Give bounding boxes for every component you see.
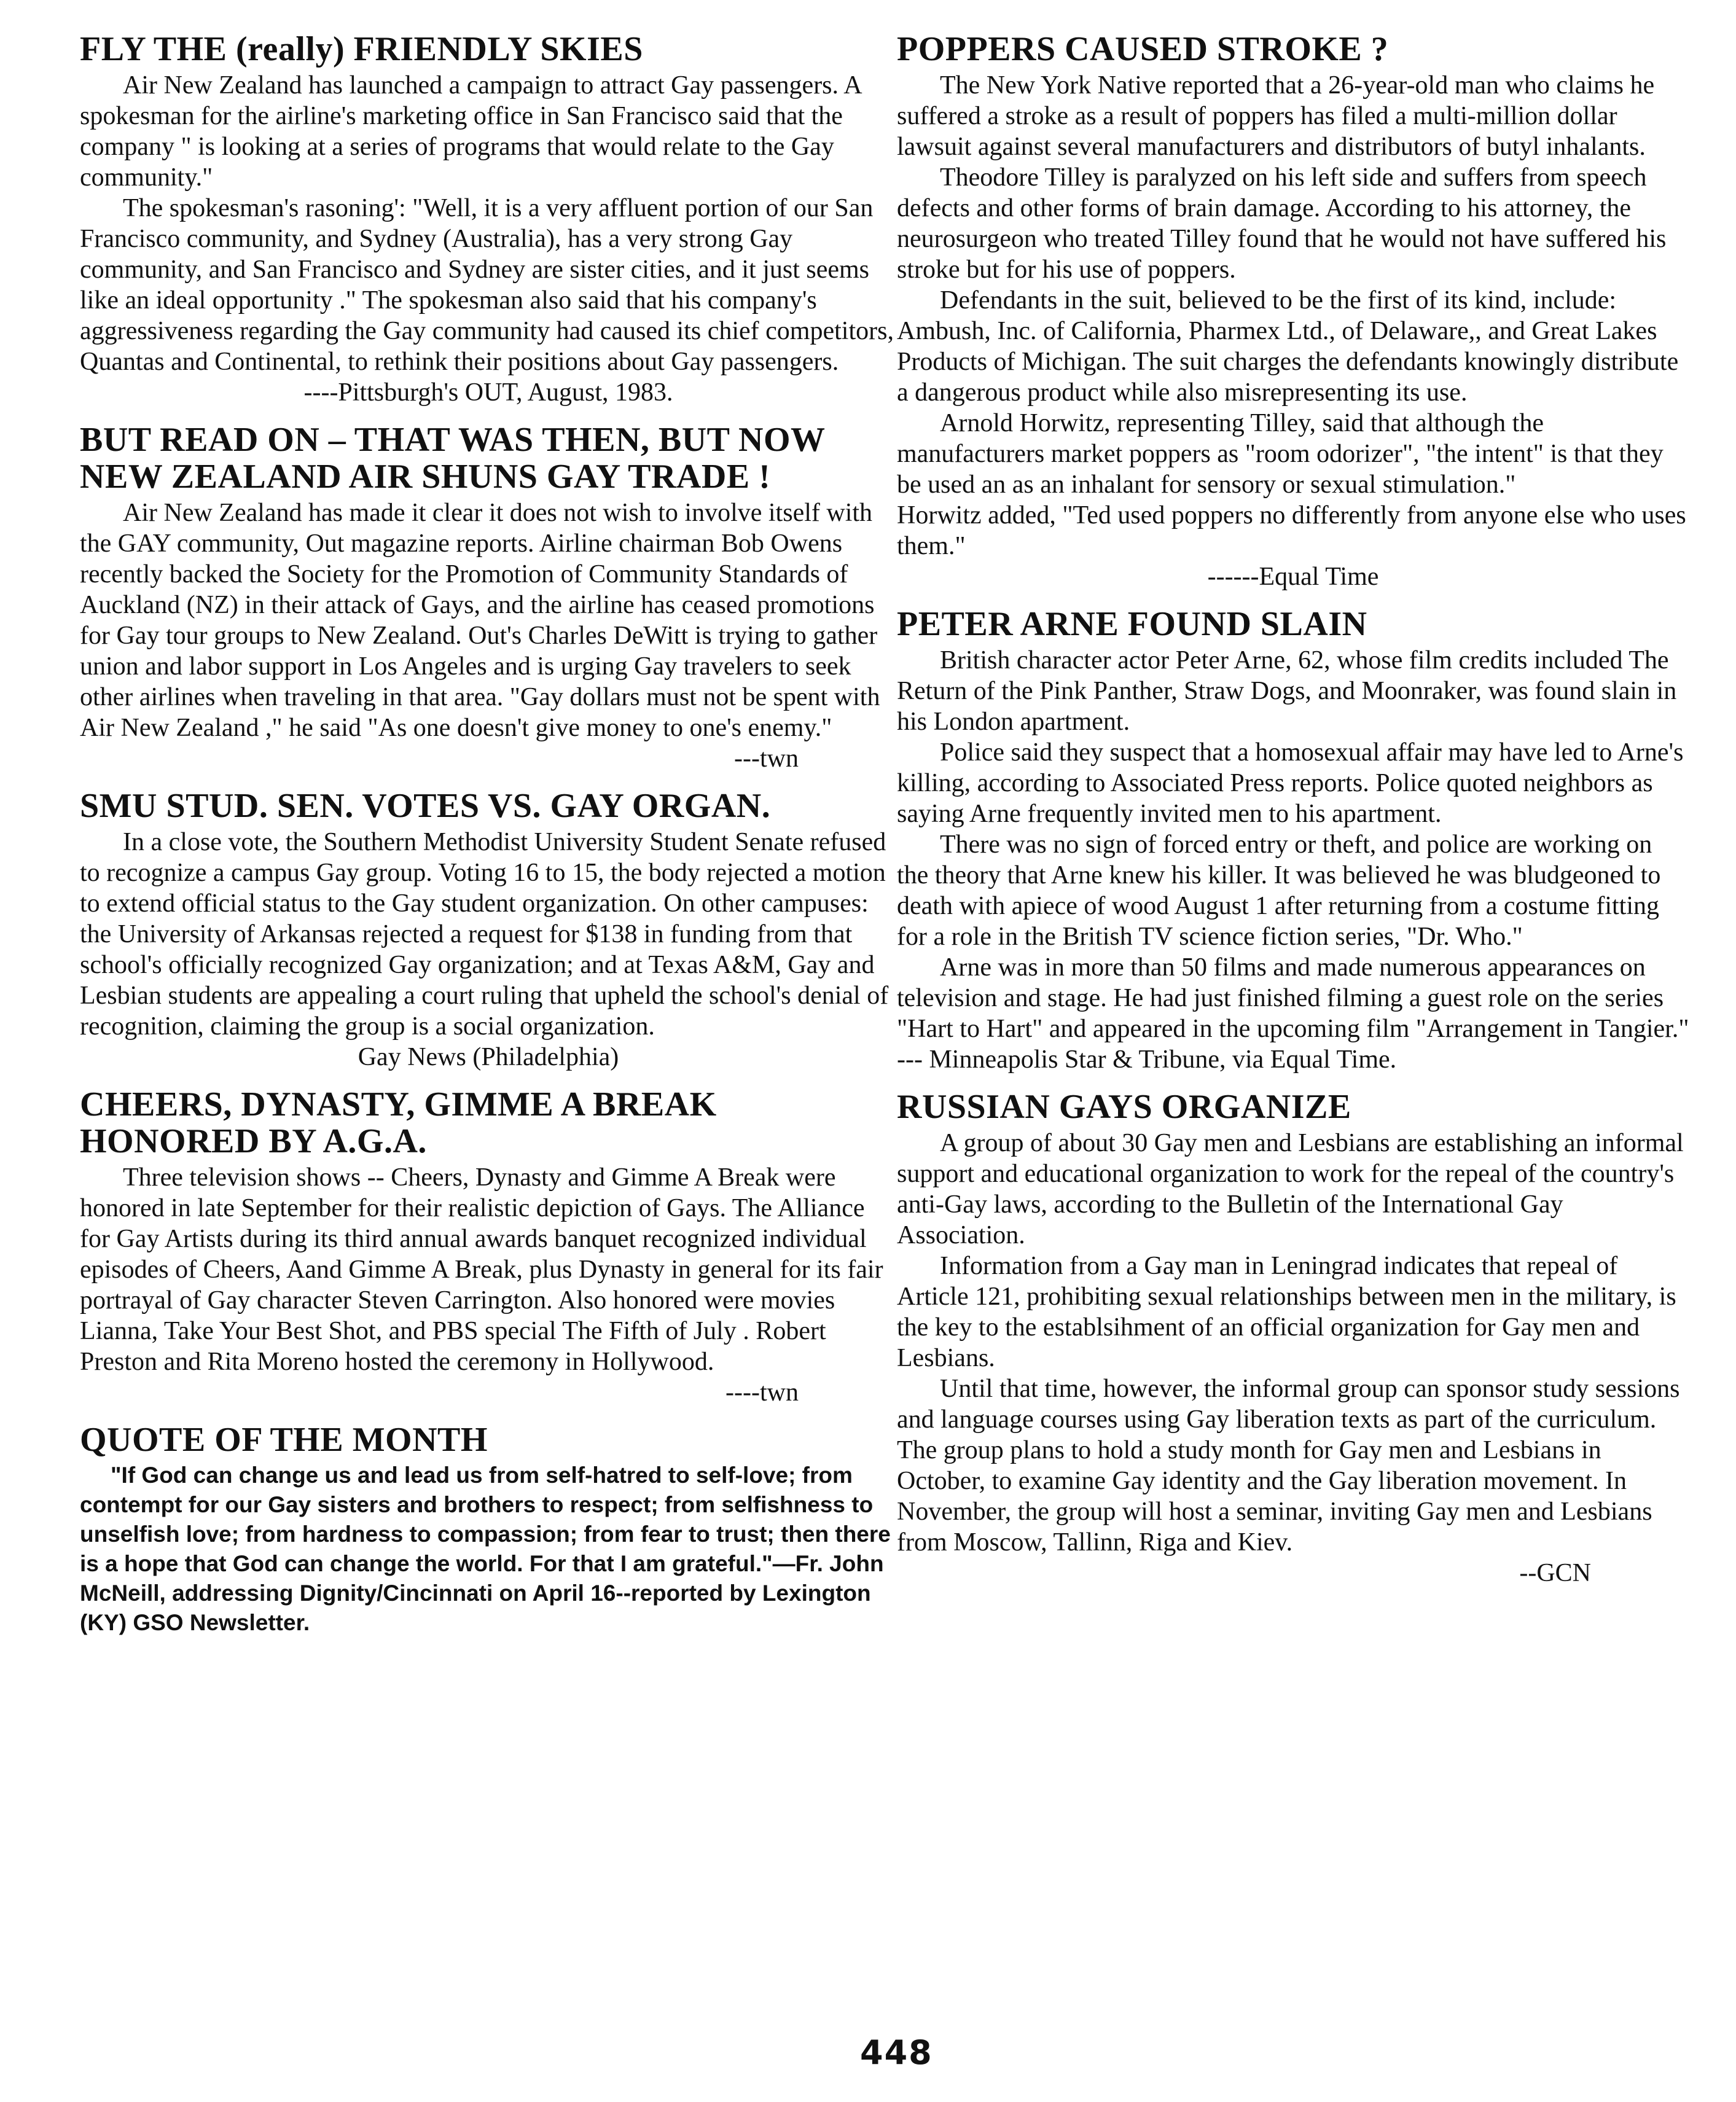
headline-peter-arne: PETER ARNE FOUND SLAIN [897,605,1367,643]
page-number: 448 [860,2033,933,2072]
headline-nz-air-shuns: BUT READ ON – THAT WAS THEN, BUT NOW NEW ZEALAND AIR SHUNS GAY TRADE ! [80,421,825,496]
paragraph: Information from a Gay man in Leningrad indicates that repeal of Article 121, prohibiting sexual relationships between men in the military, is the key to the establsihment of an official organization for Gay men and Lesbians. [897,1252,1676,1372]
article-nz-air-shuns [80,421,897,774]
paragraph: Three television shows -- Cheers, Dynasty and Gimme A Break were honored in late September for their realistic depiction of Gays. The Alliance for Gay Artists during its third annual awards banquet recognized individual episodes of Cheers, Aand Gimme A Break, plus Dynasty in general for its fair portrayal of Gay character Steven Carrington. Also honored were movies Lianna, Take Your Best Shot, and PBS special The Fifth of July . Robert Preston and Rita Moreno hosted the ceremony in Hollywood. [80,1163,883,1376]
paragraph: Arnold Horwitz, representing Tilley, said that although the manufacturers market poppers as "room odorizer", "the intent" is that they be used an as an inhalant for sensory or sexual stimulation." [897,409,1664,499]
headline-poppers-stroke: POPPERS CAUSED STROKE ? [897,30,1389,68]
paragraph: The New York Native reported that a 26-year-old man who claims he suffered a stroke as a result of poppers has filed a multi-million dollar lawsuit against several manufacturers and distributors of butyl inhalants. [897,71,1655,161]
paragraph: Horwitz added, "Ted used poppers no differently from anyone else who uses them." [897,501,1686,560]
source-credit: ----twn [725,1378,799,1407]
quote-text: "If God can change us and lead us from self-hatred to self-love; from contempt for our Gay sisters and brothers to respect; from selfishness to unselfish love; from hardness to compassion; from fear to trust; then there is a hope that God can change the world. For that I am grateful."—Fr. John McNeill, addressing Dignity/Cincinnati on April 16--reported by Lexington (KY) GSO Newsletter. [80,1463,891,1635]
article-aga-honors [80,1086,897,1408]
paragraph: The spokesman's rasoning': "Well, it is a very affluent portion of our San Francisco community, and Sydney (Australia), has a very strong Gay community, and San Francisco and Sydney are sister cities, and it just seems like an ideal opportunity ." The spokesman also said that his company's aggressiveness regarding the Gay community had caused its chief competitors, Quantas and Continental, to rethink their positions about Gay passengers. [80,194,894,376]
right-column [897,31,1689,1602]
paragraph: Police said they suspect that a homosexual affair may have led to Arne's killing, according to Associated Press reports. Police quoted neighbors as saying Arne frequently invited men to his apartment. [897,738,1684,828]
article-quote-of-month [80,1421,897,1638]
source-credit: --GCN [1519,1559,1591,1587]
article-peter-arne [897,606,1689,1075]
paragraph: A group of about 30 Gay men and Lesbians are establishing an informal support and educational organization to work for the repeal of the country's anti-Gay laws, according to the Bulletin of the International Gay Association. [897,1129,1684,1249]
article-russian-gays [897,1088,1689,1588]
source-credit: Gay News (Philadelphia) [358,1043,619,1071]
source-credit: --- Minneapolis Star & Tribune, via Equal Time. [897,1045,1397,1074]
paragraph: Defendants in the suit, believed to be the first of its kind, include: Ambush, Inc. of California, Pharmex Ltd., of Delaware,, and Great Lakes Products of Michigan. The suit charges the defendants knowingly distribute a dangerous product while also misrepresenting its use. [897,286,1679,407]
source-credit: ---twn [734,744,799,773]
paragraph: Air New Zealand has made it clear it does not wish to involve itself with the GAY community, Out magazine reports. Airline chairman Bob Owens recently backed the Society for the Promotion of Community Standards of Auckland (NZ) in their attack of Gays, and the airline has ceased promotions for Gay tour groups to New Zealand. Out's Charles DeWitt is trying to gather union and labor support in Los Angeles and is urging Gay travelers to seek other airlines when traveling in that area. "Gay dollars must not be spent with Air New Zealand ," he said "As one doesn't give money to one's enemy." [80,499,880,742]
paragraph: Arne was in more than 50 films and made numerous appearances on television and stage. He had just finished filming a guest role on the series "Hart to Hart" and appeared in the upcoming film "Arrangement in Tangier." [897,953,1689,1043]
article-friendly-skies [80,31,897,408]
paragraph: Air New Zealand has launched a campaign to attract Gay passengers. A spokesman for the airline's marketing office in San Francisco said that the company " is looking at a series of programs that would relate to the Gay community." [80,71,861,192]
left-column [80,31,897,1651]
headline-russian-gays: RUSSIAN GAYS ORGANIZE [897,1088,1351,1126]
source-credit: ----Pittsburgh's OUT, August, 1983. [303,378,673,407]
headline-smu-senate: SMU STUD. SEN. VOTES VS. GAY ORGAN. [80,787,771,825]
headline-friendly-skies: FLY THE (really) FRIENDLY SKIES [80,30,643,68]
paragraph: There was no sign of forced entry or theft, and police are working on the theory that Arne knew his killer. It was believed he was bludgeoned to death with apiece of wood August 1 after returning from a costume fitting for a role in the British TV science fiction series, "Dr. Who." [897,830,1661,951]
article-smu-senate [80,787,897,1072]
paragraph: In a close vote, the Southern Methodist University Student Senate refused to recognize a campus Gay group. Voting 16 to 15, the body rejected a motion to extend official status to the Gay student organization. On other campuses: the University of Arkansas rejected a request for $138 in funding from that school's officially recognized Gay organization; and at Texas A&M, Gay and Lesbian students are appealing a court ruling that upheld the school's denial of recognition, claiming the group is a social organization. [80,828,889,1041]
headline-aga-honors: CHEERS, DYNASTY, GIMME A BREAK HONORED BY A.G.A. [80,1085,717,1160]
article-poppers-stroke [897,31,1689,592]
paragraph: British character actor Peter Arne, 62, whose film credits included The Return of the Pink Panther, Straw Dogs, and Moonraker, was found slain in his London apartment. [897,646,1677,736]
headline-quote-of-month: QUOTE OF THE MONTH [80,1421,488,1459]
paragraph: Theodore Tilley is paralyzed on his left side and suffers from speech defects and other forms of brain damage. According to his attorney, the neurosurgeon who treated Tilley found that he would not have suffered his stroke but for his use of poppers. [897,163,1667,284]
source-credit: ------Equal Time [1207,563,1379,591]
paragraph: Until that time, however, the informal group can sponsor study sessions and language courses using Gay liberation texts as part of the curriculum. The group plans to hold a study month for Gay men and Lesbians in October, to examine Gay identity and the Gay liberation movement. In November, the group will host a seminar, inviting Gay men and Lesbians from Moscow, Tallinn, Riga and Kiev. [897,1375,1680,1557]
